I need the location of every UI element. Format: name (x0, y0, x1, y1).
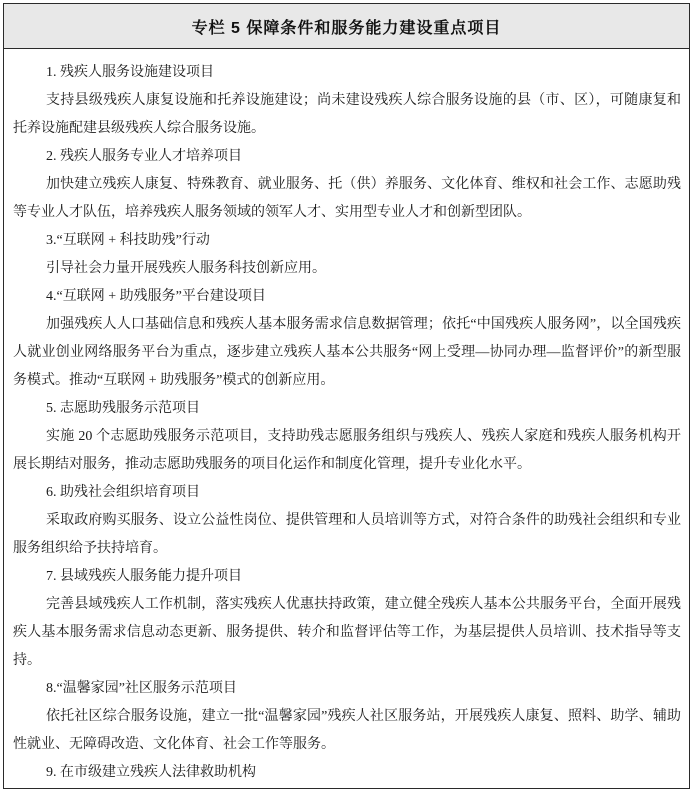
item-heading: 9. 在市级建立残疾人法律救助机构 (46, 765, 256, 780)
item-text: 加快建立残疾人康复、特殊教育、就业服务、托（供）养服务、文化体育、维权和社会工作、志愿助残等专业人才队伍，培养残疾人服务领域的领军人才、实用型专业人才和创新型团队。 (13, 177, 681, 220)
item-text: 支持县级残疾人康复设施和托养设施建设；尚未建设残疾人综合服务设施的县（市、区），可随康复和托养设施配建县级残疾人综合服务设施。 (13, 93, 681, 136)
item-heading: 6. 助残社会组织培育项目 (46, 485, 200, 500)
item-text: 采取政府购买服务、设立公益性岗位、提供管理和人员培训等方式，对符合条件的助残社会组织和专业服务组织给予扶持培育。 (13, 513, 681, 556)
item-heading: 7. 县域残疾人服务能力提升项目 (46, 569, 242, 584)
item-heading: 8.“温馨家园”社区服务示范项目 (46, 681, 237, 696)
item-heading: 4.“互联网 + 助残服务”平台建设项目 (46, 289, 266, 304)
item-text: 加强残疾人人口基础信息和残疾人基本服务需求信息数据管理；依托“中国残疾人服务网”，以全国残疾人就业创业网络服务平台为重点，逐步建立残疾人基本公共服务“网上受理—协同办理—监督评价”的新型服务模式。推动“互联网 + 助残服务”模式的创新应用。 (13, 317, 681, 388)
item-text: 实施 20 个志愿助残服务示范项目，支持助残志愿服务组织与残疾人、残疾人家庭和残疾人服务机构开展长期结对服务，推动志愿助残服务的项目化运作和制度化管理，提升专业化水平。 (13, 429, 681, 472)
item-heading: 5. 志愿助残服务示范项目 (46, 401, 200, 416)
item-heading: 2. 残疾人服务专业人才培养项目 (46, 149, 242, 164)
item-text: 依托社区综合服务设施，建立一批“温馨家园”残疾人社区服务站，开展残疾人康复、照料、助学、辅助性就业、无障碍改造、文化体育、社会工作等服务。 (13, 709, 681, 752)
box-title: 专栏 5 保障条件和服务能力建设重点项目 (4, 4, 689, 49)
item-heading: 3.“互联网 + 科技助残”行动 (46, 233, 210, 248)
project-box (3, 3, 690, 789)
item-heading: 1. 残疾人服务设施建设项目 (46, 65, 214, 80)
item-text: 完善县域残疾人工作机制，落实残疾人优惠扶持政策，建立健全残疾人基本公共服务平台，全面开展残疾人基本服务需求信息动态更新、服务提供、转介和监督评估等工作，为基层提供人员培训、技术指导等支持。 (13, 597, 681, 668)
box-content (4, 49, 689, 787)
item-text: 引导社会力量开展残疾人服务科技创新应用。 (46, 261, 326, 276)
